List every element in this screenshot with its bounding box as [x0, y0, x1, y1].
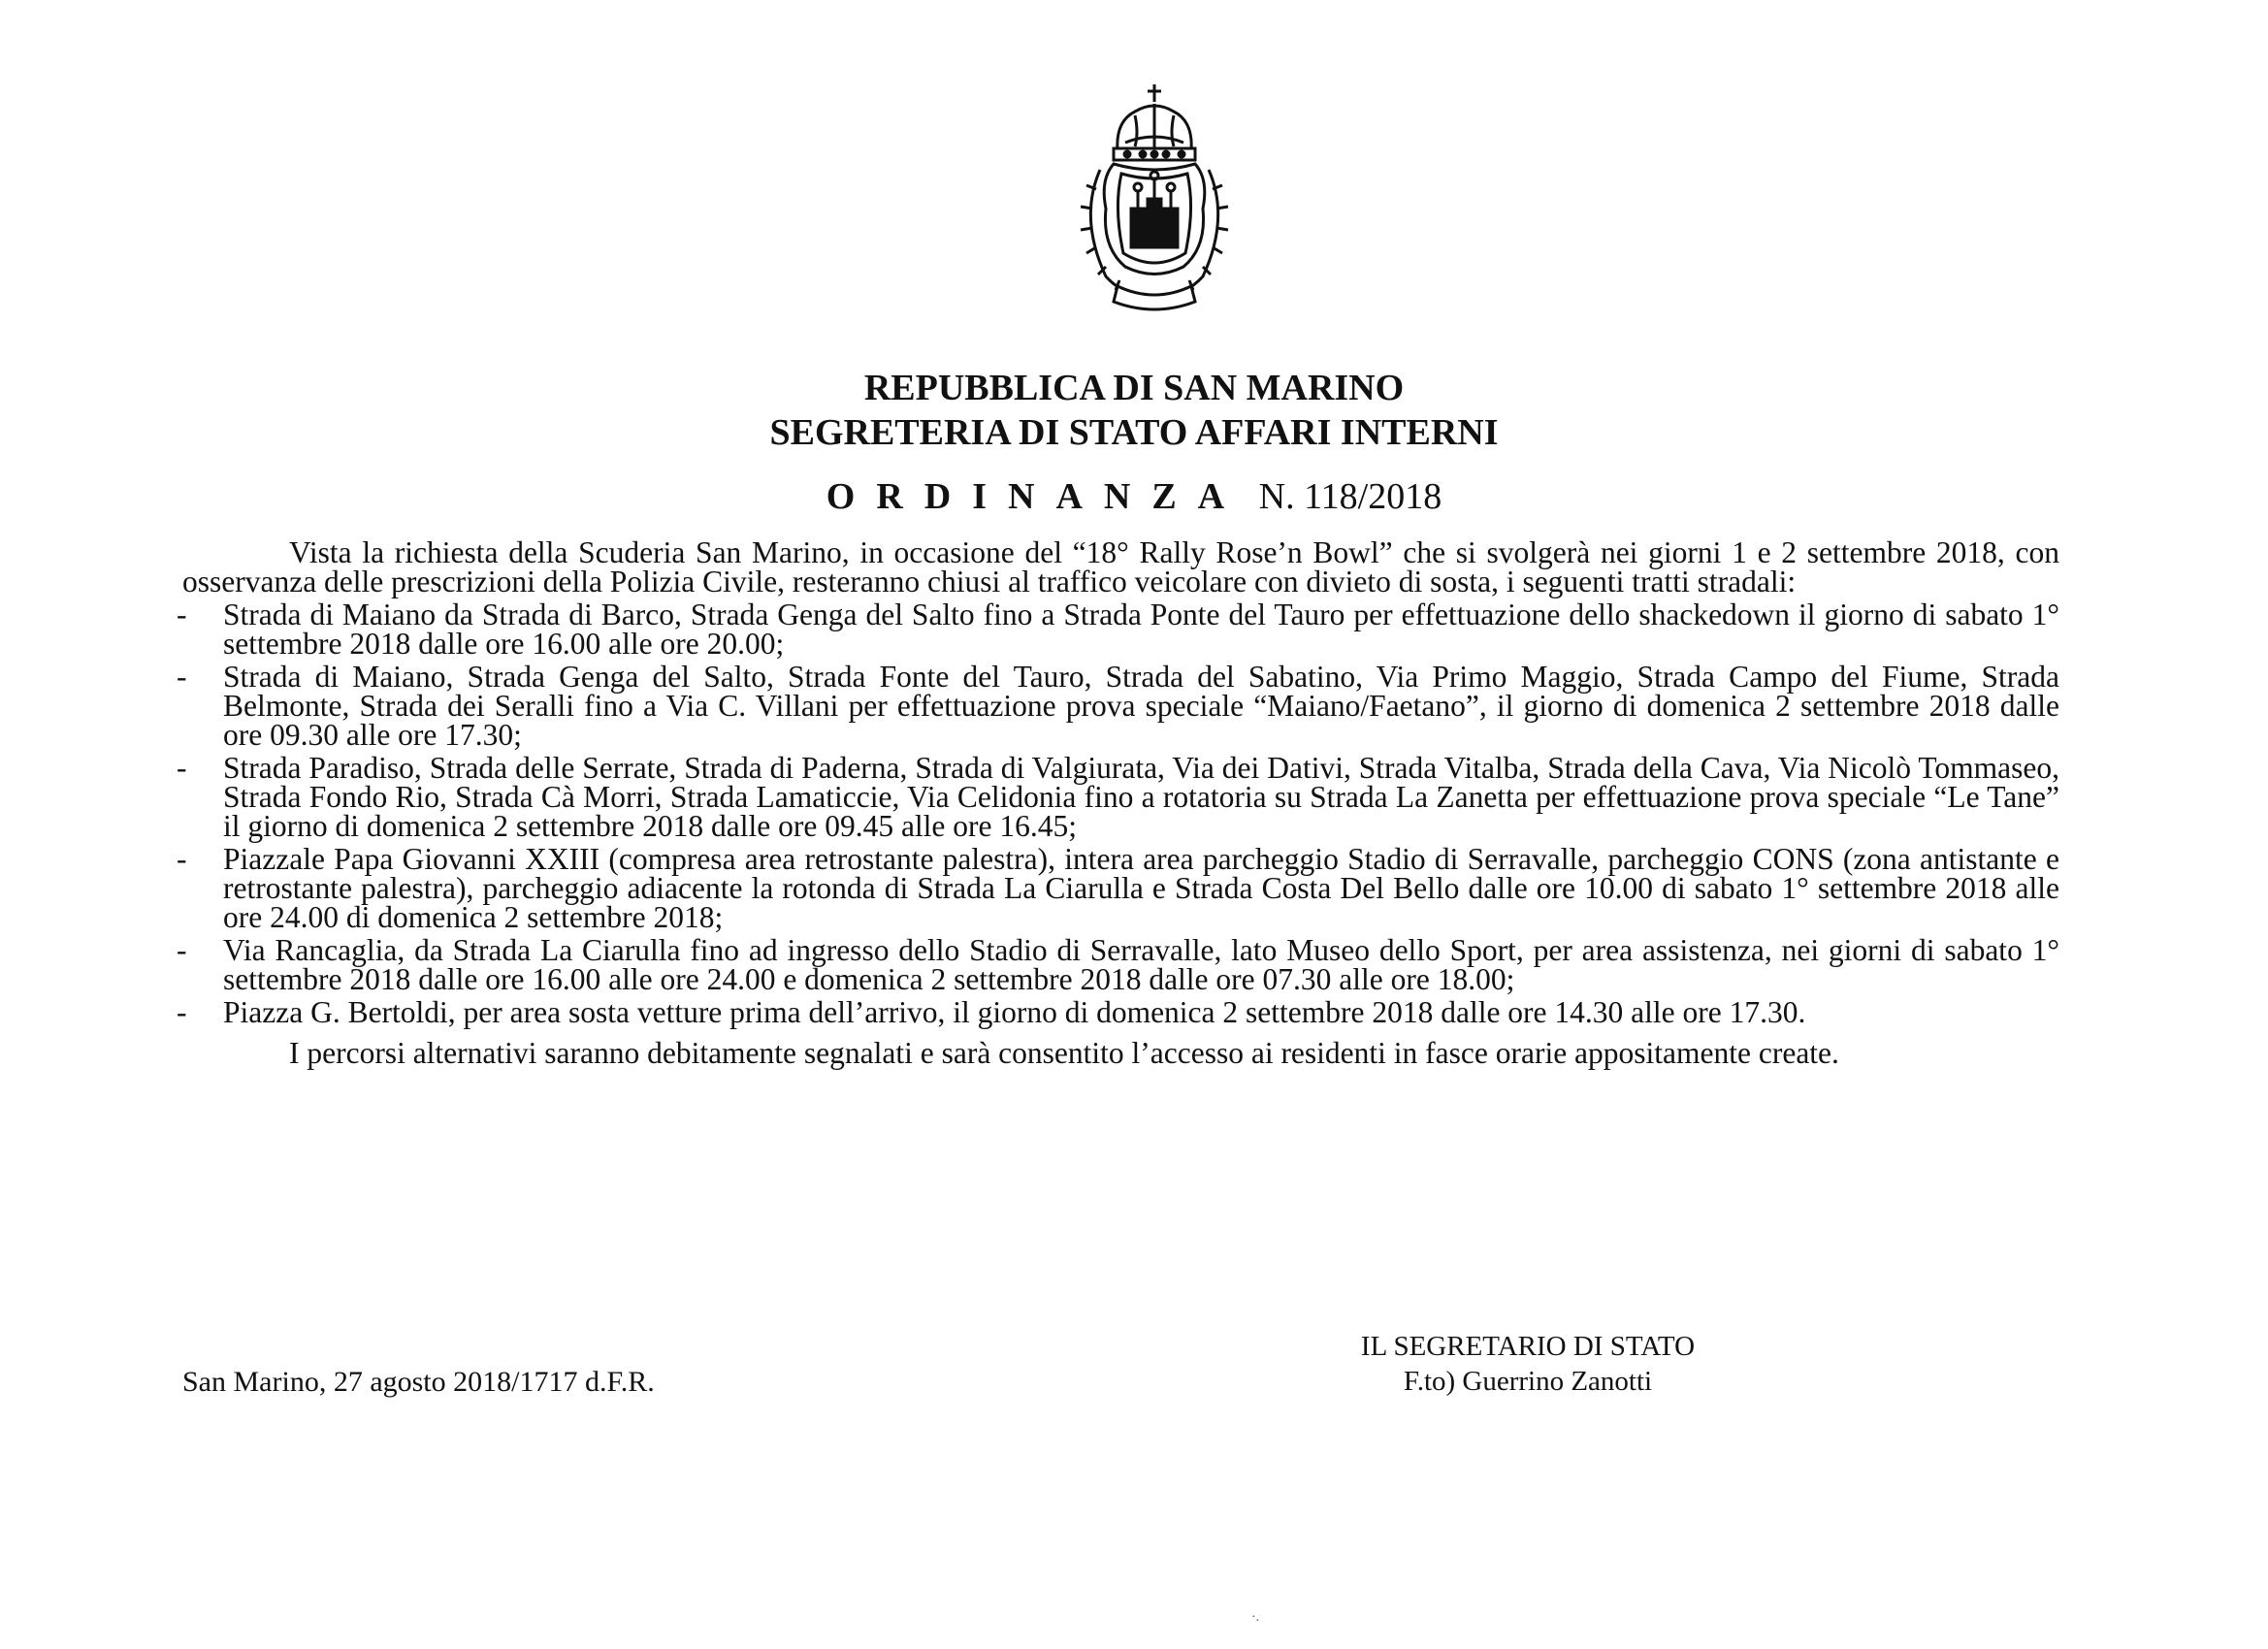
closed-roads-list — [177, 598, 2059, 1029]
coat-of-arms-icon — [1057, 82, 1251, 315]
list-item: - Piazza G. Bertoldi, per area sosta vetture prima dell’arrivo, il giorno di domenica 2 settembre 2018 dalle ore 14.30 alle ore 17.30. — [177, 995, 1806, 1029]
list-bullet: - — [177, 751, 187, 785]
list-item: - Piazzale Papa Giovanni XXIII (compresa area retrostante palestra), intera area parcheggio Stadio di Serravalle, parcheggio CONS (zona antistante e retrostante palestra), parcheggio adiacente la rotonda di Strada La Ciarulla e Strada Costa Del Bello dalle ore 10.00 di sabato 1° settembre 2018 alle ore 24.00 di domenica 2 settembre 2018; — [177, 842, 2059, 934]
list-bullet: - — [177, 933, 187, 967]
ordinance-number: N. 118/2018 — [1258, 476, 1442, 517]
list-item: - Strada di Maiano da Strada di Barco, Strada Genga del Salto fino a Strada Ponte del Tauro per effettuazione dello shackedown il giorno di sabato 1° settembre 2018 dalle ore 16.00 alle ore 20.00; — [177, 598, 2059, 661]
ordinance-body — [177, 535, 2059, 1070]
ordinance-title — [0, 475, 2268, 518]
list-bullet: - — [177, 598, 187, 631]
list-bullet: - — [177, 842, 187, 876]
list-item: - Strada Paradiso, Strada delle Serrate, Strada di Paderna, Strada di Valgiurata, Via dei Dativi, Strada Vitalba, Strada della Cava, Via Nicolò Tommaseo, Strada Fondo Rio, Strada Cà Morri, Strada Lamaticcie, Via Celidonia fino a rotatoria su Strada La Zanetta per effettuazione prova speciale “Le Tane” il giorno di domenica 2 settembre 2018 dalle ore 09.45 alle ore 16.45; — [177, 751, 2059, 843]
ordinance-word: ORDINANZA — [826, 476, 1247, 517]
signatory-title: IL SEGRETARIO DI STATO — [1360, 1331, 1696, 1362]
list-item: - Via Rancaglia, da Strada La Ciarulla fino ad ingresso dello Stadio di Serravalle, lato Museo dello Sport, per area assistenza, nei giorni di sabato 1° settembre 2018 dalle ore 16.00 alle ore 24.00 e domenica 2 settembre 2018 dalle ore 07.30 alle ore 18.00; — [177, 933, 2059, 996]
list-bullet: - — [177, 660, 187, 694]
secretariat-heading: SEGRETERIA DI STATO AFFARI INTERNI — [769, 412, 1499, 453]
list-bullet: - — [177, 995, 187, 1029]
closing-paragraph: I percorsi alternativi saranno debitamente segnalati e sarà consentito l’accesso ai residenti in fasce orarie appositamente create. — [289, 1036, 1839, 1070]
signatory-name: F.to) Guerrino Zanotti — [1403, 1366, 1653, 1397]
list-item: - Strada di Maiano, Strada Genga del Salto, Strada Fonte del Tauro, Strada del Sabatino, Via Primo Maggio, Strada Campo del Fiume, Strada Belmonte, Strada dei Seralli fino a Via C. Villani per effettuazione prova speciale “Maiano/Faetano”, il giorno di domenica 2 settembre 2018 dalle ore 09.30 alle ore 17.30; — [177, 660, 2059, 752]
republic-heading: REPUBBLICA DI SAN MARINO — [863, 368, 1405, 408]
signature-block — [1324, 1329, 1732, 1399]
place-date: San Marino, 27 agosto 2018/1717 d.F.R. — [182, 1366, 655, 1398]
scan-speck: ·. — [1251, 1610, 1260, 1625]
intro-paragraph: Vista la richiesta della Scuderia San Marino, in occasione del “18° Rally Rose’n Bowl” che si svolgerà nei giorni 1 e 2 settembre 2018, con osservanza delle prescrizioni della Polizia Civile, resteranno chiusi al traffico veicolare con divieto di sosta, i seguenti tratti stradali: — [182, 535, 2059, 598]
